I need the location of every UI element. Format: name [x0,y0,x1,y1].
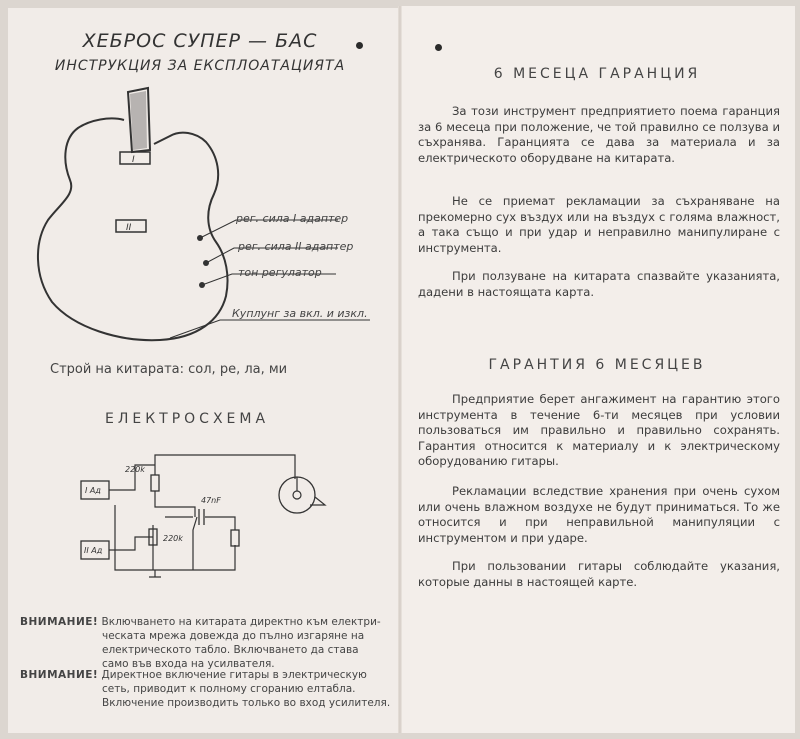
pickup-1-rect [120,152,150,164]
section2-paragraph-1: Предприятие берет ангажимент на гарантию этого инструмента в течение 6-ти месяцев при условии пользоваться им правильно и правильно сохранять. Гарантия относится к материалу и к электрическому оборудованию гитары. [418,392,780,468]
schema-title: ЕЛЕКТРОСХЕМА [105,411,270,427]
warning-bg-line-1: Включването на китарата директно към електри- [101,616,381,628]
tone-resistor [231,530,239,546]
section1-paragraph-2: Не се приемат рекламации за съхраняване на прекомерно сух въздух или на въздух с голяма влажност, а така също и при удар и неправилно манипулиране с инструмента. [418,194,780,255]
warning-bg [20,615,392,671]
warning-bg-line-2: ческата мрежа довежда до пълно изгаряне на [102,630,365,642]
section1-paragraph-3: При ползуване на китарата спазвайте указанията, дадени в настоящата карта. [418,269,780,299]
ground-symbol [149,570,161,577]
circuit-diagram [75,445,335,585]
adapter-2-label: II Ад [84,546,103,555]
warning-ru-label: ВНИМАНИЕ! [20,669,99,681]
section1-title: 6 МЕСЕЦА ГАРАНЦИЯ [493,66,701,82]
pickup-1-label: I [132,155,135,165]
resistor-2-label: 220k [163,534,183,543]
warning-bg-line-4: само във входа на усилвателя. [102,658,275,670]
tuning-text: Строй на китарата: сол, ре, ла, ми [50,362,288,377]
resistor-1-label: 220k [125,465,145,474]
pickup-2-label: II [126,223,132,233]
document-subtitle: ИНСТРУКЦИЯ ЗА ЕКСПЛОАТАЦИЯТА [54,58,346,74]
label-tone: тон регулатор [238,266,322,279]
section2-paragraph-3: При пользовании гитары соблюдайте указания, которые данны в настоящей карте. [418,559,780,589]
warning-bg-label: ВНИМАНИЕ! [20,616,99,628]
warning-ru-line-3: Включение производить только во вход усилителя. [102,697,391,709]
warning-ru [20,668,392,710]
capacitor-label: 47nF [201,496,221,505]
label-volume-1: рег. сила I адаптер [236,212,349,225]
adapter-1-label: I Ад [85,486,101,495]
section2-title: ГАРАНТИЯ 6 МЕСЯЦЕВ [488,357,706,373]
guitar-neck-fill [130,91,147,150]
punch-hole-right [435,44,442,51]
warning-bg-line-3: електрическото табло. Включването да става [102,644,359,656]
section1-paragraph-1: За този инструмент предприятието поема гаранция за 6 месеца при положение, че той правилно се ползува и съхранява. Гаранцията се дава за материала и за електрическото оборудване на китарата. [418,104,780,165]
section2-paragraph-2: Рекламации вследствие хранения при очень сухом или очень влажном воздухе не будут приниматься. То же относится и при неправильной манипуляции с инструментом и при ударе. [418,484,780,545]
warning-ru-line-1: Директное включение гитары в электрическую [101,669,367,681]
warning-ru-line-2: сеть, приводит к полному сгоранию елтабла. [102,683,356,695]
document-title: ХЕБРОС СУПЕР — БАС [82,30,318,52]
output-jack-core [293,491,301,499]
output-jack-leads [297,477,325,505]
label-jack: Куплунг за вкл. и изкл. [232,307,368,320]
resistor-1 [151,475,159,491]
label-volume-2: рег. сила II адаптер [238,240,354,253]
